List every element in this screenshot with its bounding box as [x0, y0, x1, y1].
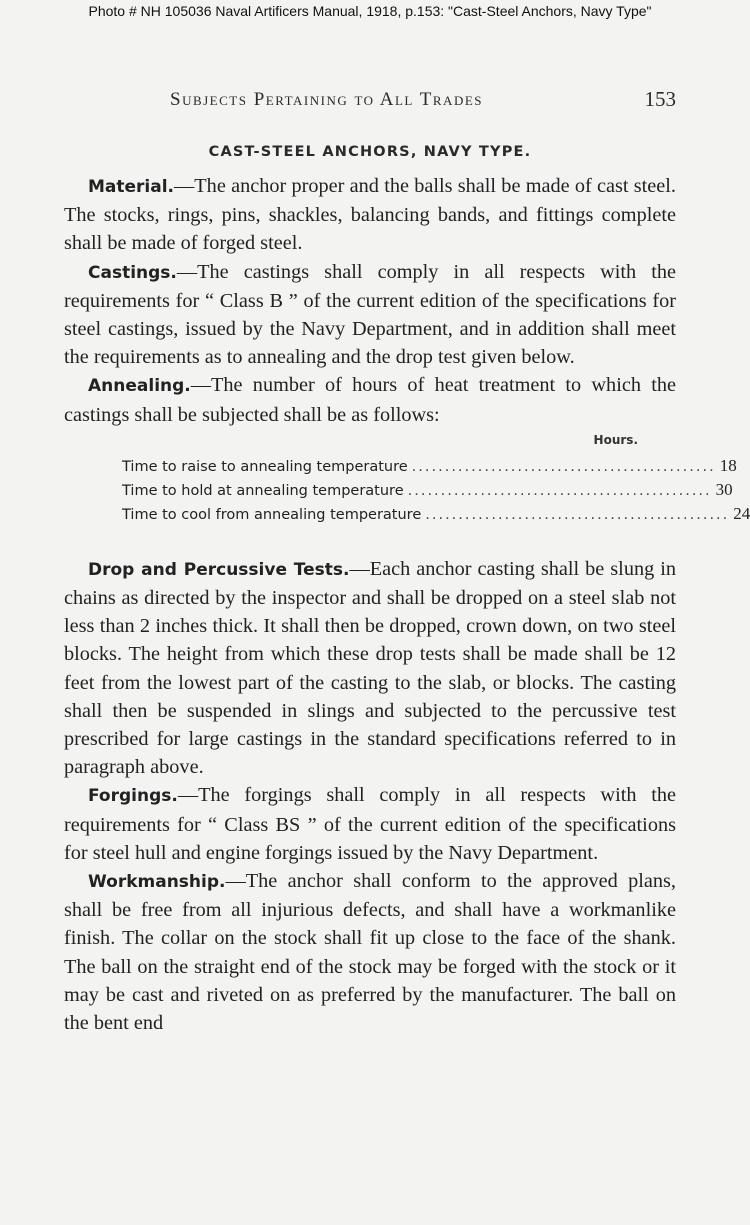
table-row: [122, 503, 750, 524]
row-hours: 24: [733, 503, 750, 523]
paragraph-material: [64, 172, 676, 258]
paragraph-workmanship: [64, 867, 676, 1037]
paragraph-drop-tests: [64, 555, 676, 782]
lead-drop-tests: Drop and Percussive Tests.: [88, 559, 350, 580]
table-row: [122, 455, 737, 476]
text-workmanship: —The anchor shall conform to the approved plans, shall be free from all injurious defects, and shall have a workmanlike finish. The collar on the stock shall fit up close to the face of the shank. The ball on the straight end of the stock may be forged with the stock or it may be cast and riveted on as preferred by the manufacturer. The ball on the bent end: [64, 870, 676, 1035]
photo-caption: Photo # NH 105036 Naval Artificers Manual, 1918, p.153: "Cast-Steel Anchors, Navy Type": [88, 3, 652, 19]
text-drop-tests: —Each anchor casting shall be slung in chains as directed by the inspector and shall be dropped on a steel slab not less than 2 inches thick. It shall then be dropped, crown down, on two steel blocks. The height from which these drop tests shall be made shall be 12 feet from the lowest part of the casting to the slab, or blocks. The casting shall then be suspended in slings and subjected to the percussive test prescribed for large castings in the standard specifications referred to in paragraph above.: [64, 557, 676, 779]
text-material: —The anchor proper and the balls shall be made of cast steel. The stocks, rings, pins, shackles, balancing bands, and fittings complete shall be made of forged steel.: [64, 175, 676, 255]
lead-forgings: Forgings.: [88, 786, 178, 807]
row-hours: 18: [719, 455, 737, 475]
text-castings: —The castings shall comply in all respects with the requirements for “ Class B ” of the current edition of the specifications for steel castings, issued by the Navy Department, and in addition shall meet the requirements as to annealing and the drop test given below.: [64, 260, 676, 369]
row-label: Time to raise to annealing temperature: [122, 458, 408, 475]
lead-castings: Castings.: [88, 262, 177, 283]
running-head: Subjects Pertaining to All Trades: [170, 89, 484, 110]
text-forgings: —The forgings shall comply in all respects with the requirements for “ Class BS ” of the current edition of the specifications for steel hull and engine forgings issued by the Navy Department.: [64, 784, 676, 864]
section-title: CAST-STEEL ANCHORS, NAVY TYPE.: [208, 144, 532, 160]
row-hours: 30: [715, 479, 733, 499]
lead-workmanship: Workmanship.: [88, 872, 226, 893]
row-label: Time to cool from annealing temperature: [122, 506, 422, 523]
text-annealing: —The number of hours of heat treatment to which the castings shall be subjected shall be as follows:: [64, 374, 676, 426]
page-number: 153: [644, 87, 676, 111]
lead-annealing: Annealing.: [88, 376, 191, 397]
leader-dots: ..............................................: [407, 482, 712, 499]
table-row: [122, 479, 733, 500]
body-text: [64, 172, 750, 1037]
paragraph-castings: [64, 258, 676, 372]
lead-material: Material.: [88, 177, 175, 197]
annealing-table: [64, 432, 750, 555]
hours-column-header: Hours.: [593, 432, 638, 447]
paragraph-forgings: [64, 781, 676, 867]
row-label: Time to hold at annealing temperature: [122, 482, 404, 499]
leader-dots: ..............................................: [425, 506, 730, 523]
paragraph-annealing: [64, 371, 676, 428]
leader-dots: ..............................................: [411, 458, 716, 475]
